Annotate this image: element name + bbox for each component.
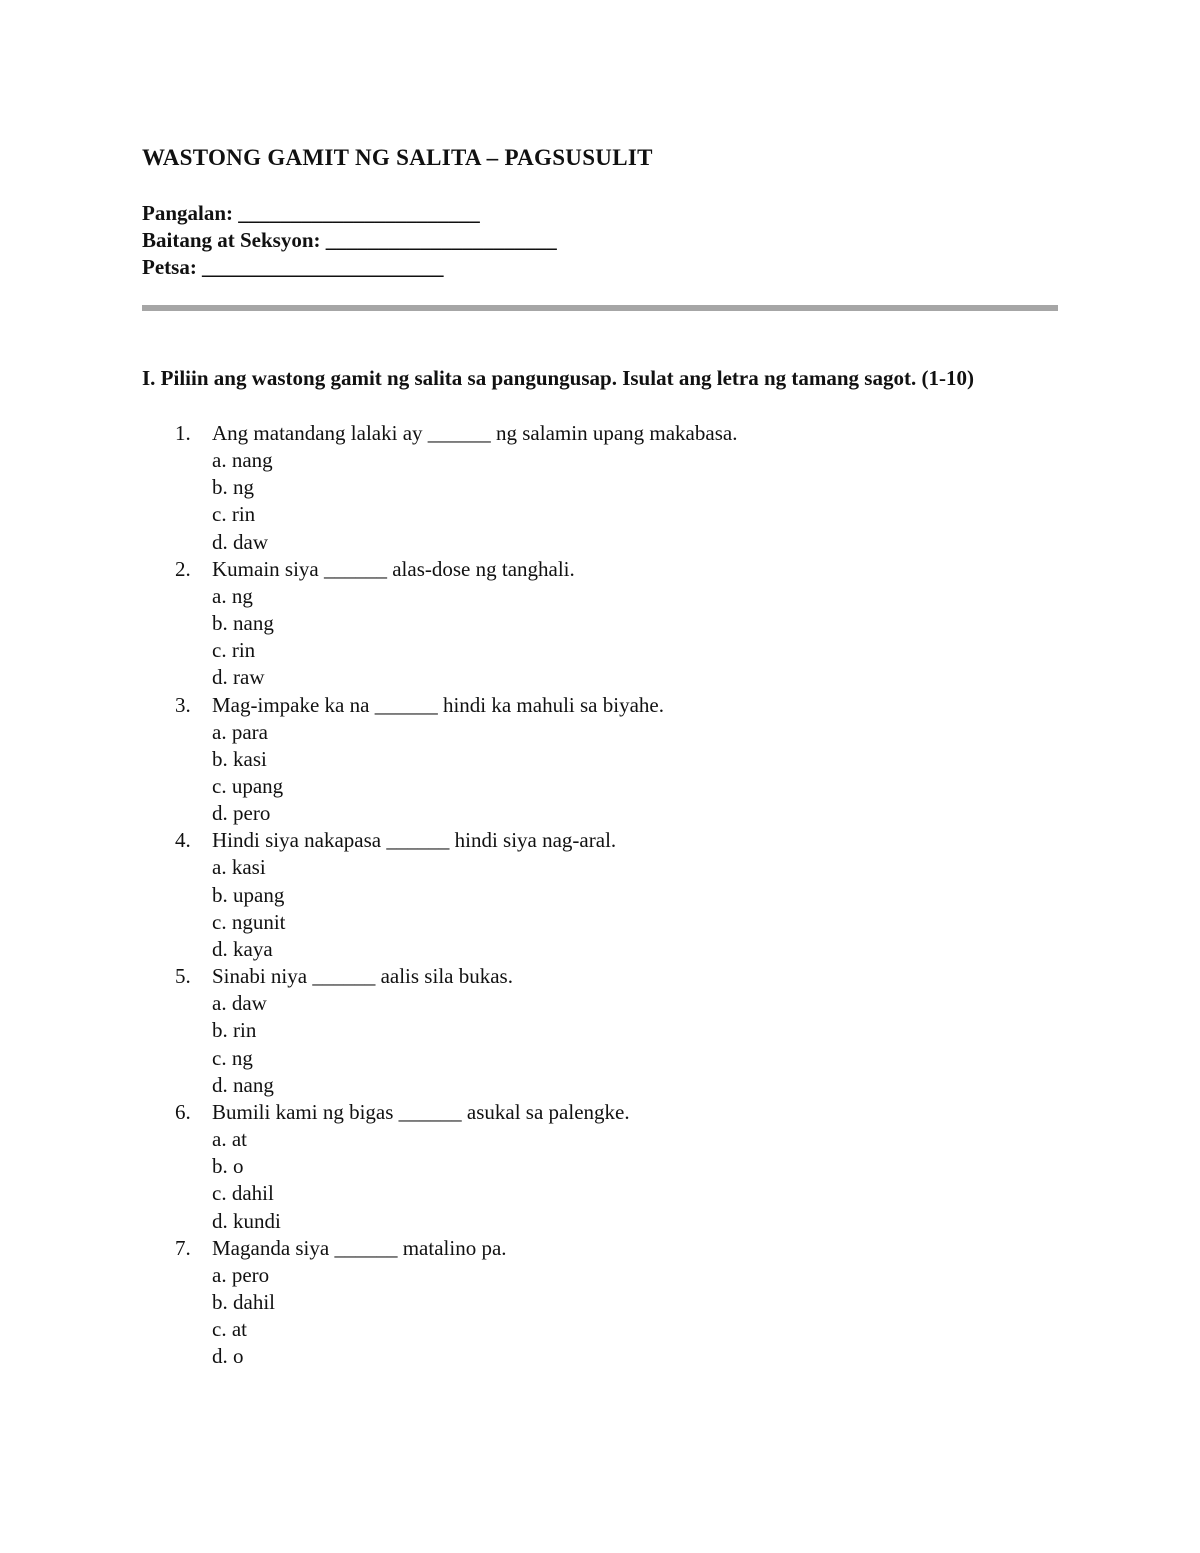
answer-choice: d. nang (212, 1072, 274, 1097)
choice-list (212, 990, 1058, 1099)
answer-choice: a. kasi (212, 855, 266, 880)
question-text: Kumain siya ______ alas-dose ng tanghali. (212, 556, 575, 581)
question-item (142, 963, 1058, 1099)
question-list (142, 420, 1058, 1371)
answer-choice: c. ng (212, 1045, 253, 1070)
question-text: Hindi siya nakapasa ______ hindi siya nag-aral. (212, 828, 617, 853)
question-number: 6. (175, 1100, 191, 1125)
answer-choice: a. nang (212, 448, 273, 472)
question-item (142, 692, 1058, 828)
question-item (142, 420, 1058, 556)
choice-list (212, 854, 1058, 963)
question-number: 1. (175, 421, 191, 445)
answer-choice: b. ng (212, 475, 254, 500)
answer-choice: c. rin (212, 638, 256, 663)
answer-choice: d. pero (212, 801, 271, 826)
choice-list (212, 447, 1058, 556)
answer-choice: a. ng (212, 583, 253, 608)
choice-list (212, 1126, 1058, 1235)
question-item (142, 556, 1058, 692)
answer-choice: b. dahil (212, 1290, 275, 1315)
answer-choice: d. raw (212, 665, 265, 690)
answer-choice: a. pero (212, 1262, 270, 1287)
answer-choice: b. nang (212, 611, 274, 636)
question-item (142, 827, 1058, 963)
answer-choice: a. at (212, 1127, 247, 1152)
answer-choice: b. rin (212, 1018, 257, 1043)
answer-choice: b. kasi (212, 746, 267, 771)
horizontal-divider (142, 305, 1058, 311)
answer-choice: d. daw (212, 529, 268, 554)
answer-choice: c. ngunit (212, 909, 286, 934)
question-number: 2. (175, 556, 191, 581)
question-text: Ang matandang lalaki ay ______ ng salamin upang makabasa. (212, 421, 738, 445)
question-number: 7. (175, 1235, 191, 1260)
question-number: 3. (175, 692, 191, 717)
grade-section-field: Baitang at Seksyon: ______________________ (142, 228, 557, 252)
question-item (142, 1235, 1058, 1371)
document-page (142, 140, 1058, 1371)
question-text: Bumili kami ng bigas ______ asukal sa palengke. (212, 1100, 630, 1125)
choice-list (212, 719, 1058, 828)
question-text: Sinabi niya ______ aalis sila bukas. (212, 964, 513, 989)
question-number: 5. (175, 964, 191, 989)
answer-choice: b. o (212, 1154, 244, 1179)
question-item (142, 1099, 1058, 1235)
choice-list (212, 1262, 1058, 1371)
name-field: Pangalan: _______________________ (142, 201, 480, 225)
answer-choice: c. dahil (212, 1181, 274, 1206)
question-text: Maganda siya ______ matalino pa. (212, 1235, 507, 1260)
date-field: Petsa: _______________________ (142, 255, 444, 279)
answer-choice: c. upang (212, 774, 284, 799)
answer-choice: d. kaya (212, 937, 273, 962)
answer-choice: b. upang (212, 882, 285, 907)
answer-choice: d. o (212, 1344, 244, 1369)
answer-choice: a. para (212, 719, 268, 744)
document-title: WASTONG GAMIT NG SALITA – PAGSUSULIT (142, 145, 653, 170)
answer-choice: c. rin (212, 502, 256, 527)
section-instructions: I. Piliin ang wastong gamit ng salita sa pangungusap. Isulat ang letra ng tamang sagot. (1-10) (142, 366, 974, 390)
answer-choice: c. at (212, 1317, 247, 1342)
answer-choice: a. daw (212, 991, 267, 1016)
question-text: Mag-impake ka na ______ hindi ka mahuli sa biyahe. (212, 692, 664, 717)
student-info-fields (142, 200, 1058, 281)
question-number: 4. (175, 828, 191, 853)
answer-choice: d. kundi (212, 1208, 281, 1233)
choice-list (212, 583, 1058, 692)
